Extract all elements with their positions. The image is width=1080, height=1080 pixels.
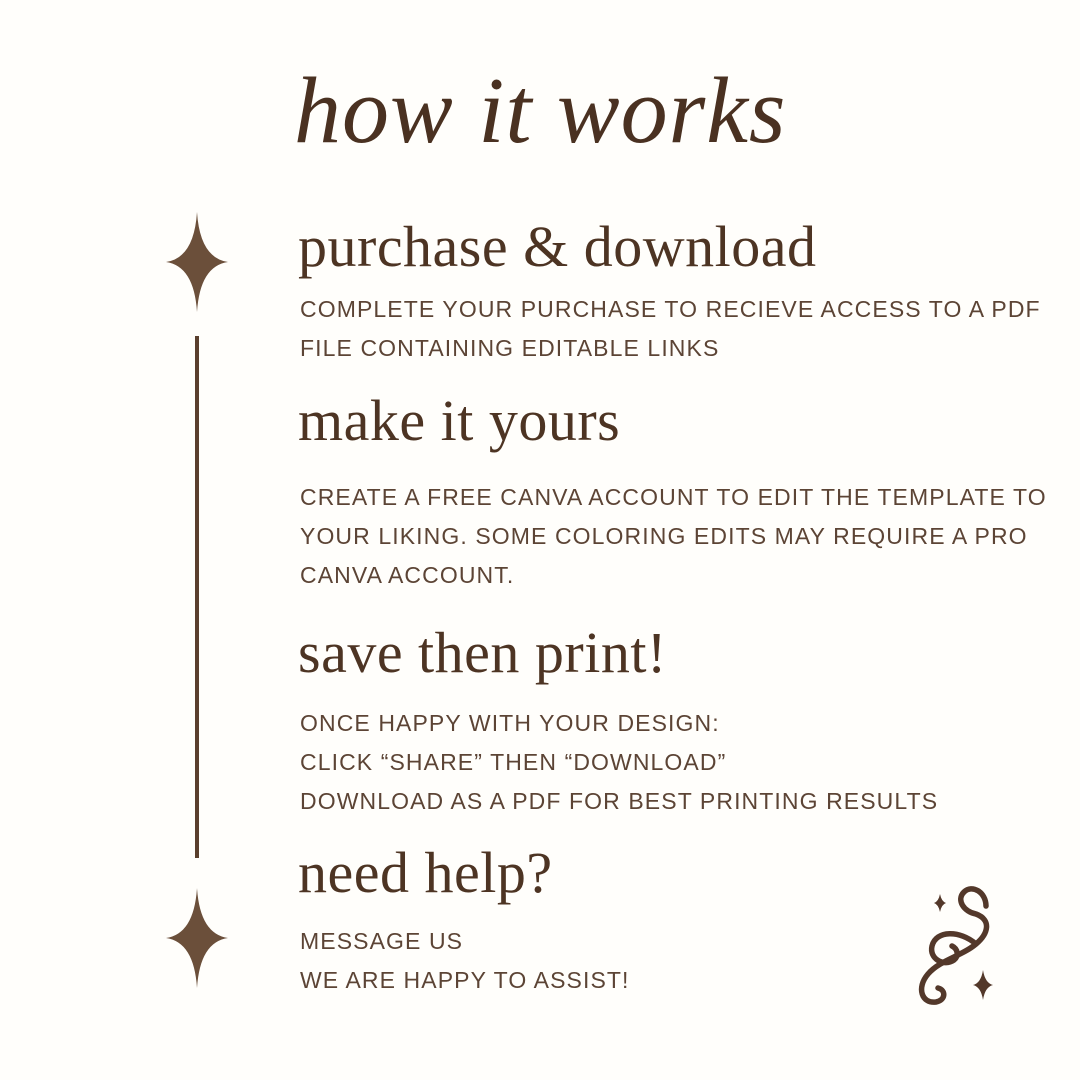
vertical-divider xyxy=(195,336,199,858)
body-line: YOUR LIKING. SOME COLORING EDITS MAY REQUIRE A PRO xyxy=(300,523,1028,549)
body-line: MESSAGE US xyxy=(300,928,464,954)
section-body-save-then-print xyxy=(300,704,938,821)
section-heading-make-it-yours: make it yours xyxy=(298,388,621,453)
sparkle-icon xyxy=(166,212,228,312)
section-body-need-help xyxy=(300,922,630,1000)
body-line: DOWNLOAD AS A PDF FOR BEST PRINTING RESULTS xyxy=(300,788,939,814)
body-line: WE ARE HAPPY TO ASSIST! xyxy=(300,967,630,993)
sparkle-icon xyxy=(166,888,228,988)
body-line: CLICK “SHARE” THEN “DOWNLOAD” xyxy=(300,749,727,775)
section-heading-need-help: need help? xyxy=(298,840,553,905)
section-body-make-it-yours xyxy=(300,478,1047,595)
page-title: how it works xyxy=(294,59,787,163)
sparkle-icon xyxy=(934,894,946,912)
section-body-purchase-download xyxy=(300,290,1041,368)
logo-monogram xyxy=(888,872,1012,1012)
body-line: COMPLETE YOUR PURCHASE TO RECIEVE ACCESS TO A PDF xyxy=(300,296,1041,322)
body-line: CANVA ACCOUNT. xyxy=(300,562,515,588)
body-line: CREATE A FREE CANVA ACCOUNT TO EDIT THE TEMPLATE TO xyxy=(300,484,1047,510)
section-heading-save-then-print: save then print! xyxy=(298,620,667,685)
sparkle-icon xyxy=(973,970,993,1000)
section-heading-purchase-download: purchase & download xyxy=(298,214,817,279)
body-line: FILE CONTAINING EDITABLE LINKS xyxy=(300,335,720,361)
body-line: ONCE HAPPY WITH YOUR DESIGN: xyxy=(300,710,720,736)
